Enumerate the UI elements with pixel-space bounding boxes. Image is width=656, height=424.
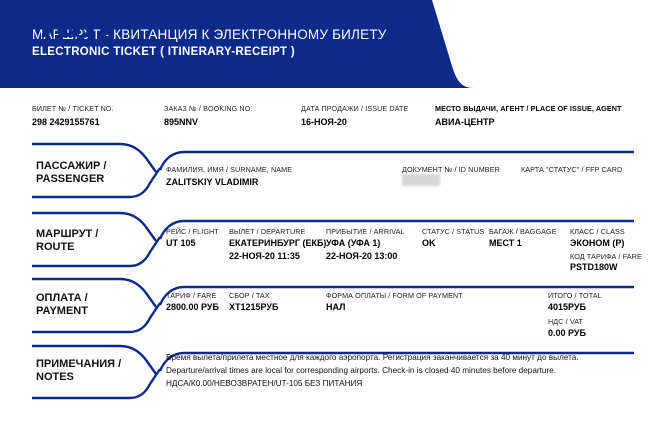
notes-title-ru: ПРИМЕЧАНИЯ /	[36, 358, 122, 370]
notes-line-ru: Время вылета/прилета местное для каждого аэропорта. Регистрация заканчивается за 40 минут до вылета.	[166, 353, 579, 362]
passenger-title-en: PASSENGER	[36, 173, 105, 185]
departure-city: ЕКАТЕРИНБУРГ (ЕКБ)	[229, 238, 327, 248]
notes-line-fare-rules: НДСА/К0.00/НЕВОЗВРАТЕН/UT-105 БЕЗ ПИТАНИЯ	[166, 379, 363, 388]
payment-title-en: PAYMENT	[36, 305, 88, 317]
payment-form-value: НАЛ	[326, 302, 346, 312]
tax-label: СБОР / TAX	[229, 291, 270, 300]
ffp-card-label: КАРТА "СТАТУС" / FFP CARD	[521, 165, 623, 174]
route-title-ru: МАРШРУТ /	[36, 228, 99, 240]
fare-label: ТАРИФ / FARE	[166, 291, 217, 300]
total-label: ИТОГО / TOTAL	[548, 291, 602, 300]
vat-label: НДС / VAT	[548, 317, 584, 326]
payment-title-ru: ОПЛАТА /	[36, 292, 88, 304]
flight-value: UT 105	[166, 238, 196, 248]
notes-section-title	[36, 358, 121, 384]
baggage-value: МЕСТ 1	[489, 238, 522, 248]
class-label: КЛАСС / CLASS	[570, 227, 625, 236]
fare-value: 2800.00 РУБ	[166, 302, 219, 312]
arrival-time: 22-НОЯ-20 13:00	[326, 251, 398, 261]
departure-time: 22-НОЯ-20 11:35	[229, 251, 300, 261]
fare-code-value: PSTD180W	[570, 262, 618, 272]
total-value: 4015РУБ	[548, 302, 586, 312]
status-label: СТАТУС / STATUS	[422, 227, 485, 236]
ticket-title-ru: МАРШРУТ - КВИТАНЦИЯ К ЭЛЕКТРОННОМУ БИЛЕТУ	[32, 27, 387, 42]
route-section-title	[36, 228, 98, 254]
passenger-name-label: ФАМИЛИЯ, ИМЯ / SURNAME, NAME	[166, 165, 293, 174]
logo-text: UTair	[2, 1, 118, 44]
issue-date-label: ДАТА ПРОДАЖИ / ISSUE DATE	[301, 104, 409, 113]
payment-section-title	[36, 292, 88, 318]
tax-value: XT1215РУБ	[229, 302, 279, 312]
passenger-section-title	[36, 160, 106, 186]
arrival-label: ПРИБЫТИЕ / ARRIVAL	[326, 227, 405, 236]
baggage-label: БАГАЖ / BAGGAGE	[489, 227, 557, 236]
booking-no-value: 895NNV	[164, 117, 199, 127]
issue-place-value: АВИА-ЦЕНТР	[435, 117, 495, 127]
passenger-name-value: ZALITSKIY VLADIMIR	[166, 177, 259, 187]
vat-value: 0.00 РУБ	[548, 328, 586, 338]
status-value: OK	[422, 238, 436, 248]
flight-label: РЕЙС / FLIGHT	[166, 227, 219, 236]
doc-number-redacted	[402, 174, 440, 186]
booking-no-label: ЗАКАЗ № / BOOKING NO.	[164, 104, 253, 113]
issue-place-label: МЕСТО ВЫДАЧИ, АГЕНТ / PLACE OF ISSUE, AGENT	[435, 104, 622, 113]
class-value: ЭКОНОМ (Р)	[570, 238, 625, 248]
doc-number-label: ДОКУМЕНТ № / ID NUMBER	[402, 165, 500, 174]
ticket-no-value: 298 2429155761	[32, 117, 100, 127]
ticket-title-en: ELECTRONIC TICKET ( ITINERARY-RECEIPT )	[32, 46, 295, 58]
arrival-city: УФА (УФА 1)	[326, 238, 381, 248]
payment-form-label: ФОРМА ОПЛАТЫ / FORM OF PAYMENT	[326, 291, 463, 300]
notes-line-en: Departure/arrival times are local for corresponding airports. Check-in is closed 40 minutes before departure.	[166, 366, 556, 375]
route-title-en: ROUTE	[36, 241, 75, 253]
departure-label: ВЫЛЕТ / DEPARTURE	[229, 227, 306, 236]
issue-date-value: 16-НОЯ-20	[301, 117, 347, 127]
ticket-no-label: БИЛЕТ № / TICKET NO.	[32, 104, 114, 113]
fare-code-label: КОД ТАРИФА / FARE	[570, 252, 642, 261]
passenger-title-ru: ПАССАЖИР /	[36, 160, 107, 172]
notes-title-en: NOTES	[36, 371, 74, 383]
